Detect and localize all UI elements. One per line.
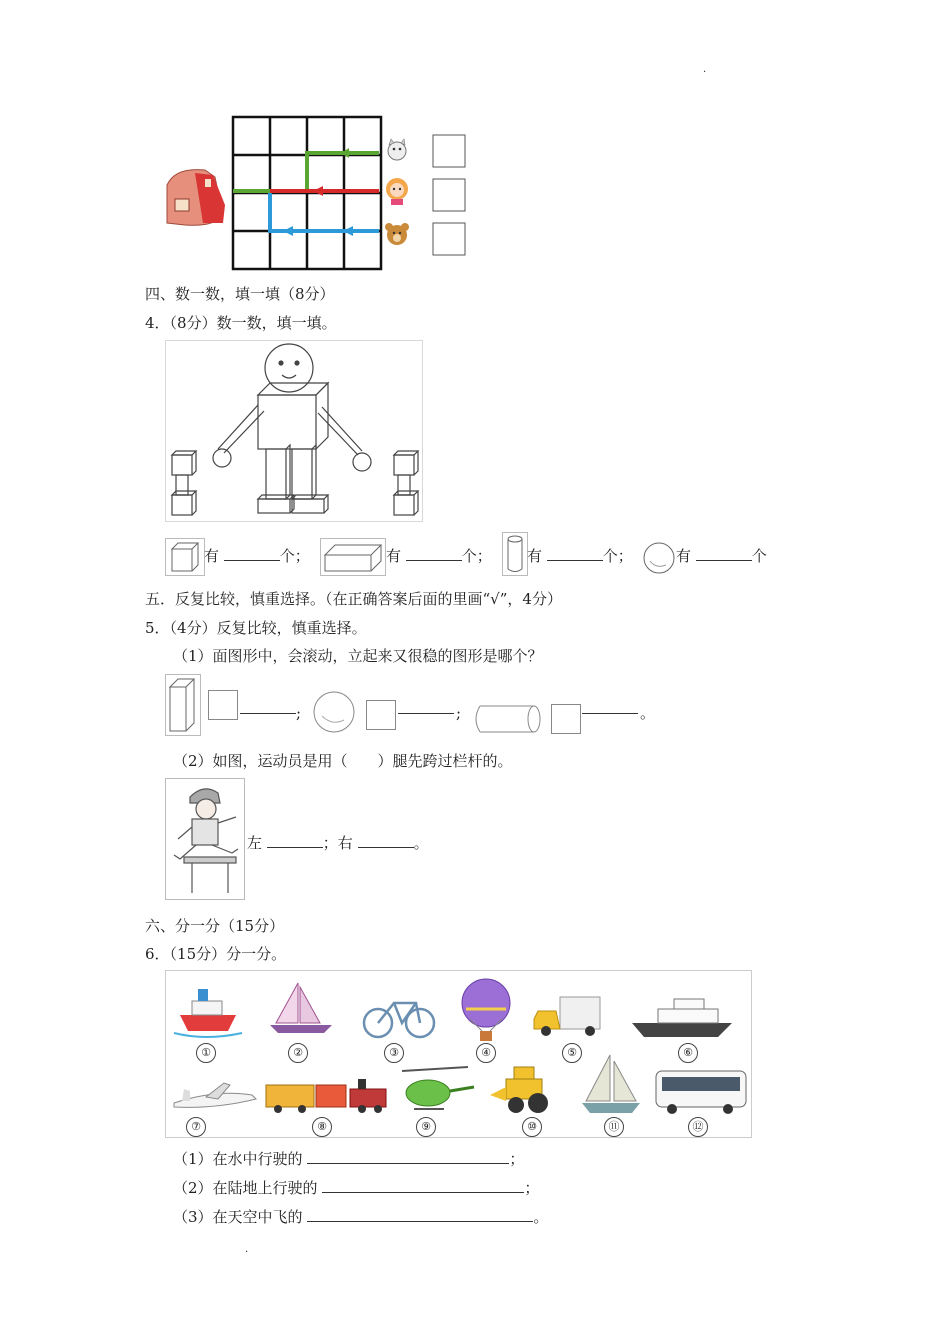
cruise-ship-icon: [632, 999, 732, 1037]
land-answer-blank[interactable]: [322, 1178, 524, 1193]
girl-icon: [386, 178, 408, 205]
answer-blank[interactable]: [406, 546, 462, 561]
left-blank[interactable]: [267, 833, 323, 848]
bear-icon: [385, 223, 409, 245]
footer-dot: .: [245, 1244, 249, 1255]
separator: 。: [640, 704, 656, 722]
answer-box: [433, 179, 465, 211]
answer-blank[interactable]: [224, 546, 280, 561]
label-10: ⑩: [522, 1117, 542, 1137]
grid-path-figure: [165, 115, 467, 271]
label-7: ⑦: [186, 1117, 206, 1137]
answer-blank[interactable]: [582, 713, 638, 714]
label-4: ④: [476, 1043, 496, 1063]
robot-figure: [165, 340, 423, 522]
label-8: ⑧: [312, 1117, 332, 1137]
answer-blank[interactable]: [696, 546, 752, 561]
section5-sub1: （1）面图形中，会滚动，立起来又很稳的图形是哪个？: [173, 647, 543, 665]
hurdle-answer-row: 左 ；右 。: [247, 834, 429, 852]
cuboid-shape-icon: [320, 538, 386, 576]
fill-cuboid: 有 个；: [386, 547, 492, 565]
section5-heading: 五．反复比较，慎重选择。（在正确答案后面的里画“√”，4分）: [145, 590, 562, 608]
bus-icon: [656, 1071, 746, 1114]
sphere-shape-icon: [642, 541, 676, 579]
answer-checkbox[interactable]: [208, 690, 238, 720]
cube-stack-right: [394, 451, 418, 515]
label-5: ⑤: [562, 1043, 582, 1063]
classify-water: （1）在水中行驶的 ；: [173, 1150, 525, 1168]
label-11: ⑪: [604, 1117, 624, 1137]
label-9: ⑨: [416, 1117, 436, 1137]
fill-cylinder: 有 个；: [527, 547, 633, 565]
cylinder-lying-option: [472, 702, 544, 740]
label-6: ⑥: [678, 1043, 698, 1063]
header-dot: .: [703, 64, 707, 75]
cube-stack-left: [172, 451, 196, 515]
answer-blank[interactable]: [398, 713, 454, 714]
section5-sub2: （2）如图，运动员是用（ ）腿先跨过栏杆的。: [173, 752, 513, 770]
answer-box: [433, 135, 465, 167]
section4-question: 4．（8分）数一数，填一填。: [145, 314, 337, 332]
steamboat-icon: [174, 989, 242, 1037]
label-3: ③: [384, 1043, 404, 1063]
answer-blank[interactable]: [547, 546, 603, 561]
section6-question: 6．（15分）分一分。: [145, 945, 287, 963]
vehicles-figure: [165, 970, 752, 1138]
sailing-ship-icon: [582, 1055, 640, 1113]
answer-blank[interactable]: [240, 713, 296, 714]
answer-checkbox[interactable]: [366, 700, 396, 730]
label-2: ②: [288, 1043, 308, 1063]
airplane-icon: [174, 1083, 256, 1107]
separator: ;: [296, 704, 302, 722]
fill-sphere: 有 个: [676, 547, 767, 565]
sailboat-icon: [270, 983, 332, 1033]
bicycle-icon: [364, 1003, 434, 1037]
helicopter-icon: [402, 1067, 474, 1109]
separator: ;: [456, 704, 462, 722]
fill-cube: 有 个；: [204, 547, 310, 565]
cat-icon: [388, 139, 406, 160]
water-answer-blank[interactable]: [307, 1149, 509, 1164]
hurdler-figure: [165, 778, 245, 900]
label-12: ⑫: [688, 1117, 708, 1137]
cuboid-tall-option: [165, 674, 201, 736]
bulldozer-icon: [490, 1067, 548, 1113]
cylinder-shape-icon: [502, 532, 528, 576]
house-icon: [167, 170, 225, 226]
train-icon: [266, 1079, 386, 1113]
section4-heading: 四、数一数，填一填（8分）: [145, 285, 335, 303]
section6-heading: 六、分一分（15分）: [145, 917, 285, 935]
section5-question: 5．（4分）反复比较，慎重选择。: [145, 619, 367, 637]
cube-shape-icon: [165, 538, 205, 576]
robot-body: [258, 395, 316, 449]
classify-sky: （3）在天空中飞的 。: [173, 1208, 549, 1226]
sphere-option: [312, 690, 358, 740]
sky-answer-blank[interactable]: [307, 1207, 533, 1222]
truck-icon: [534, 997, 600, 1036]
answer-box: [433, 223, 465, 255]
answer-checkbox[interactable]: [551, 704, 581, 734]
right-blank[interactable]: [358, 833, 414, 848]
classify-land: （2）在陆地上行驶的 ；: [173, 1179, 540, 1197]
label-1: ①: [196, 1043, 216, 1063]
hot-air-balloon-icon: [462, 979, 510, 1041]
robot-head: [265, 344, 313, 392]
